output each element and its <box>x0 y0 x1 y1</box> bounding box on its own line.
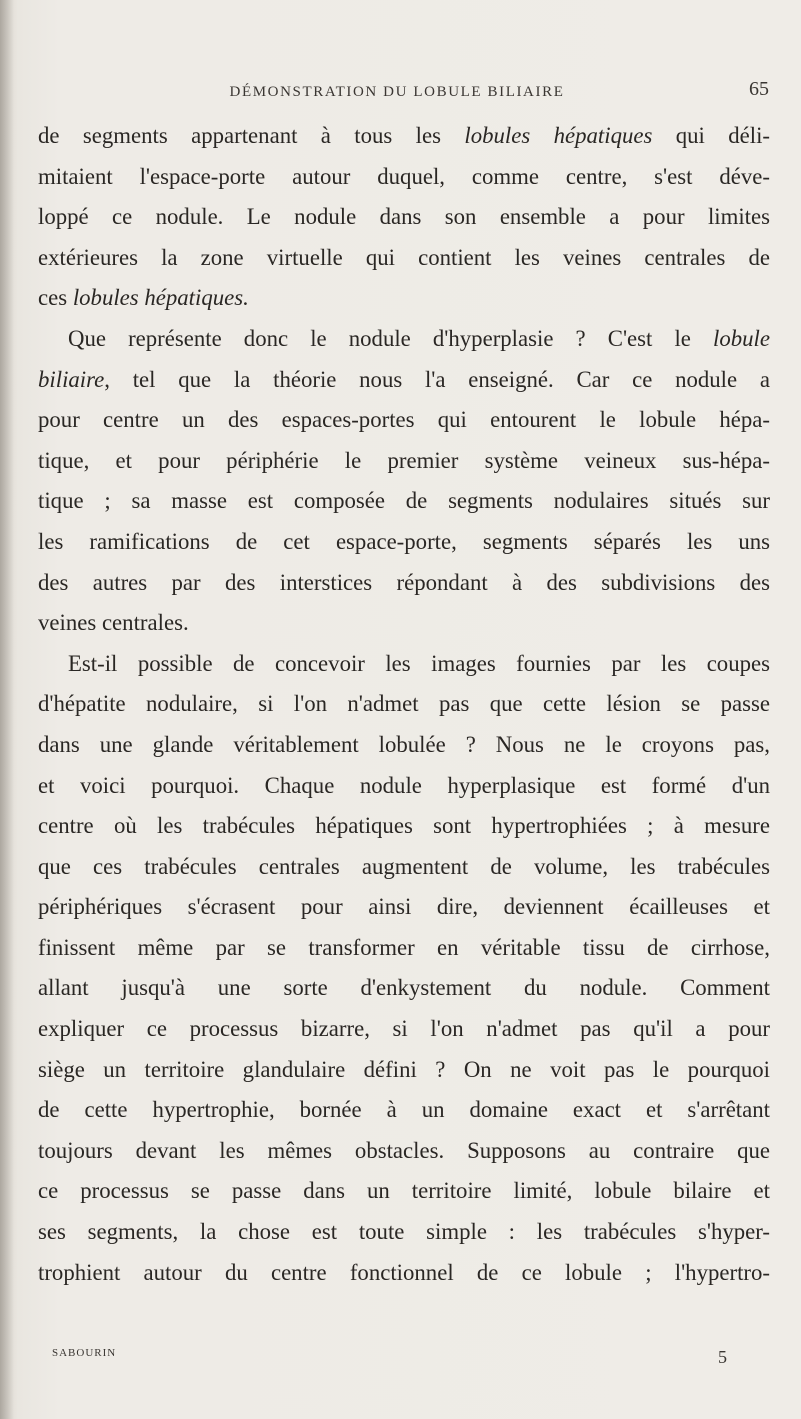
text-line: biliaire, tel que la théorie nous l'a enseigné. Car ce nodule a <box>38 366 770 392</box>
text-line: tique ; sa masse est composée de segments nodulaires situés sur <box>38 488 770 514</box>
text-line: dans une glande véritablement lobulée ? Nous ne le croyons pas, <box>38 731 770 757</box>
body-text <box>38 116 770 1293</box>
text-line: et voici pourquoi. Chaque nodule hyperplasique est formé d'un <box>38 772 770 798</box>
text-line: loppé ce nodule. Le nodule dans son ensemble a pour limites <box>38 204 770 230</box>
text-line: de segments appartenant à tous les lobules hépatiques qui déli- <box>38 123 771 148</box>
text-line: extérieures la zone virtuelle qui contient les veines centrales de <box>38 244 770 270</box>
text-line: Que représente donc le nodule d'hyperplasie ? C'est le lobule <box>68 325 770 351</box>
text-line: Est-il possible de concevoir les images fournies par les coupes <box>68 650 770 676</box>
running-head: DÉMONSTRATION DU LOBULE BILIAIRE <box>229 84 565 100</box>
text-line: siège un territoire glandulaire défini ? On ne voit pas le pourquoi <box>38 1056 770 1082</box>
text-line: finissent même par se transformer en véritable tissu de cirrhose, <box>38 934 770 960</box>
printer-signature: SABOURIN <box>52 1347 117 1359</box>
text-line: des autres par des interstices répondant à des subdivisions des <box>38 569 770 595</box>
signature-number: 5 <box>718 1347 727 1367</box>
text-line: veines centrales. <box>38 610 189 636</box>
text-line: pour centre un des espaces-portes qui entourent le lobule hépa- <box>38 407 770 433</box>
text-line: d'hépatite nodulaire, si l'on n'admet pas que cette lésion se passe <box>38 691 770 717</box>
text-line: trophient autour du centre fonctionnel de ce lobule ; l'hypertro- <box>38 1259 770 1285</box>
text-line: périphériques s'écrasent pour ainsi dire, deviennent écailleuses et <box>38 894 770 920</box>
text-line: ces lobules hépatiques. <box>38 285 249 311</box>
text-line: tique, et pour périphérie le premier système veineux sus-hépa- <box>38 447 770 473</box>
text-line: mitaient l'espace-porte autour duquel, comme centre, s'est déve- <box>38 163 770 189</box>
text-line: toujours devant les mêmes obstacles. Supposons au contraire que <box>38 1137 770 1163</box>
text-line: que ces trabécules centrales augmentent de volume, les trabécules <box>38 853 770 879</box>
text-line: de cette hypertrophie, bornée à un domaine exact et s'arrêtant <box>38 1097 770 1123</box>
text-line: les ramifications de cet espace-porte, segments séparés les uns <box>38 528 770 554</box>
page-number: 65 <box>749 78 769 100</box>
text-line: ses segments, la chose est toute simple : les trabécules s'hyper- <box>38 1219 770 1245</box>
text-line: expliquer ce processus bizarre, si l'on n'admet pas qu'il a pour <box>38 1016 770 1042</box>
text-line: centre où les trabécules hépatiques sont hypertrophiées ; à mesure <box>38 813 770 839</box>
text-line: allant jusqu'à une sorte d'enkystement du nodule. Comment <box>38 975 770 1001</box>
gutter-shadow <box>0 0 14 1419</box>
text-line: ce processus se passe dans un territoire limité, lobule bilaire et <box>38 1178 770 1204</box>
